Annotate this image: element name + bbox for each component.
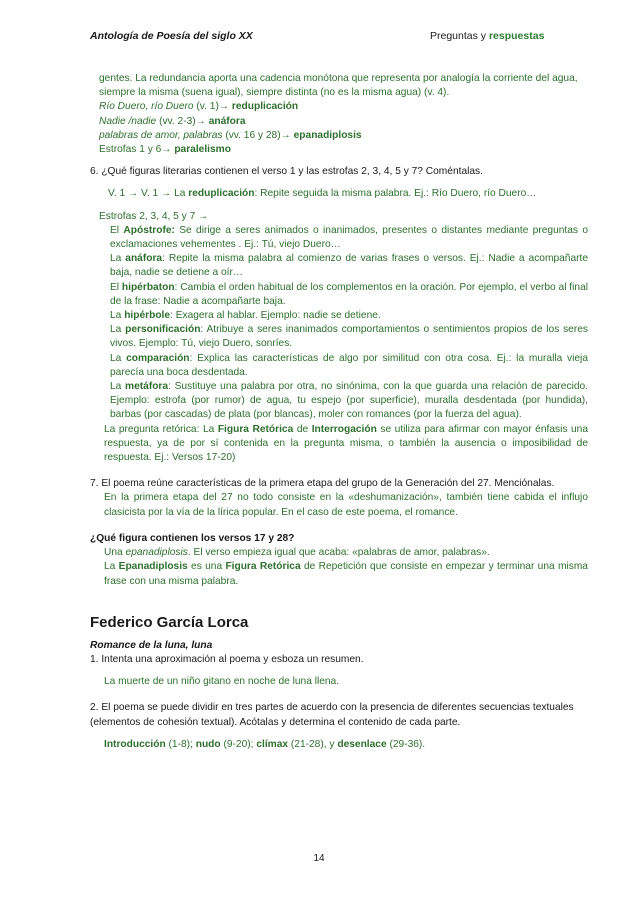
figure-apostrofe: El Apóstrofe: Se dirige a seres animados o inanimados, presentes o distantes mediante preguntas o exclamaciones vehementes . Ej.: Tú, viejo Duero… <box>110 224 588 251</box>
figure-comparacion: La comparación: Explica las características de algo por similitud con otra cosa. Ej.: la muralla vieja parecía una boca desdentada. <box>110 352 588 378</box>
answer-6-estrofas: Estrofas 2, 3, 4, 5 y 7 → <box>99 210 209 222</box>
author-heading: Federico García Lorca <box>90 613 249 631</box>
intro-epanadiplosis: palabras de amor, palabras (vv. 16 y 28)→ epanadiplosis <box>99 129 362 141</box>
document-body <box>90 72 588 752</box>
question-6: 6. ¿Qué figuras literarias contienen el verso 1 y las estrofas 2, 3, 4, 5 y 7? Coméntalas. <box>90 166 483 178</box>
intro-paralelismo: Estrofas 1 y 6→ paralelismo <box>99 144 231 156</box>
figures-list <box>90 224 588 423</box>
figure-pregunta-retorica: La pregunta retórica: La Figura Retórica de Interrogación se utiliza para afirmar con mayor énfasis una respuesta, ya de por sí contenida en la pregunta misma, o también la ausencia o imposibilidad de respuesta. Ej.: Versos 17-20) <box>104 423 588 464</box>
lorca-question-2: 2. El poema se puede dividir en tres partes de acuerdo con la presencia de diferentes secuencias textuales (elementos de cohesión textual). Acótalas y determina el contenido de cada parte. <box>90 702 574 728</box>
header-respuestas: respuestas <box>488 30 545 42</box>
question-7: 7. El poema reúne características de la primera etapa del grupo de la Generación del 27. Menciónalas. <box>90 478 555 490</box>
header-y: y <box>480 30 487 42</box>
answer-6-verse-1: V. 1 → V. 1 → La reduplicación: Repite seguida la misma palabra. Ej.: Río Duero, río Duero… <box>108 188 537 200</box>
intro-block <box>90 72 588 157</box>
page-number: 14 <box>313 853 325 864</box>
figure-metafora: La metáfora: Sustituye una palabra por otra, no sinónima, con la que guarda una relación de parecido. Ejemplo: estrofa (por rumor) de agua, tu espejo (por superficie), muralla desdentada (por hundida), barbas (por cascadas) de plata (por blancas), moler con romances (por la fuerza del agua). <box>110 381 588 421</box>
figure-hiperbaton: El hipérbaton: Cambia el orden habitual de los complementos en la oración. Por ejemplo, el verbo al final de la frase: Nadie a acompañarte baja. <box>110 281 588 307</box>
header-section <box>430 30 544 42</box>
answer-7: En la primera etapa del 27 no todo consiste en la «deshumanización», también tiene cabida el influjo clasicista por la vía de la lírica popular. En el caso de este poema, el romance. <box>104 492 588 518</box>
answer-8-a: Una epanadiplosis. El verso empieza igual que acaba: «palabras de amor, palabras». <box>104 547 490 559</box>
figure-anafora: La anáfora: Repite la misma palabra al comienzo de varias frases o versos. Ej.: Nadie a acompañarte baja, nadie se detiene a oír… <box>110 253 588 279</box>
question-8: ¿Qué figura contienen los versos 17 y 28? <box>90 532 295 544</box>
intro-anafora: Nadie /nadie (vv. 2-3)→ anáfora <box>99 115 246 127</box>
figure-hiperbole: La hipérbole: Exagera al hablar. Ejemplo: nadie se detiene. <box>110 310 381 322</box>
lorca-answer-2: Introducción (1-8); nudo (9-20); clímax (21-28), y desenlace (29-36). <box>104 738 426 750</box>
header-title: Antología de Poesía del siglo XX <box>90 30 253 42</box>
lorca-question-1: 1. Intenta una aproximación al poema y esboza un resumen. <box>90 653 364 665</box>
intro-text: gentes. La redundancia aporta una cadencia monótona que representa por analogía la corriente del agua, siempre la misma (suena igual), siempre distinta (no es la misma agua) (v. 4). <box>99 73 578 99</box>
answer-8-b: La Epanadiplosis es una Figura Retórica de Repetición que consiste en empezar y terminar una misma frase con una misma palabra. <box>104 561 588 587</box>
poem-title: Romance de la luna, luna <box>90 639 213 651</box>
figure-personificacion: La personificación: Atribuye a seres inanimados comportamientos o sentimientos propios de los seres vivos. Ejemplo: Tú, viejo Duero, sonríes. <box>110 324 588 350</box>
lorca-answer-1: La muerte de un niño gitano en noche de luna llena. <box>104 676 340 688</box>
intro-reduplicacion: Río Duero, río Duero (v. 1)→ reduplicación <box>99 101 299 113</box>
header-preguntas: Preguntas <box>430 30 478 42</box>
